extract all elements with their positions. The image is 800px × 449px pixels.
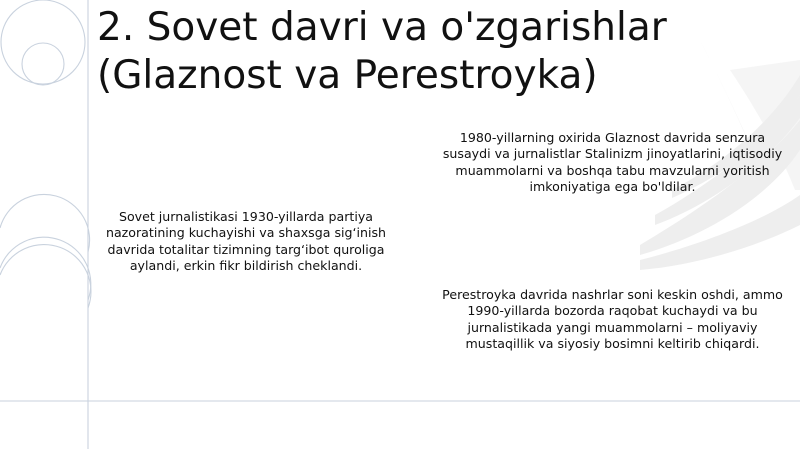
paragraph-soviet-journalism: Sovet jurnalistikasi 1930-yillarda partiya nazoratining kuchayishi va shaxsga sig‘inish davrida totalitar tizimning targ‘ibot quroliga aylandi, erkin fikr bildirish cheklandi. <box>105 209 387 274</box>
circle-line-art <box>1 0 85 85</box>
slide-title: 2. Sovet davri va o'zgarishlar (Glaznost va Perestroyka) <box>97 5 667 98</box>
paragraph-glasnost: 1980-yillarning oxirida Glaznost davrida senzura susaydi va jurnalistlar Stalinizm jinoyatlarini, iqtisodiy muammolarni va boshqa tabu mavzularni yoritish imkoniyatiga ega bo'ldilar. <box>442 130 783 195</box>
paragraph-perestroika: Perestroyka davrida nashrlar soni keskin oshdi, ammo 1990-yillarda bozorda raqobat kuchaydi va bu jurnalistikada yangi muammolarni – moliyaviy mustaqillik va siyosiy bosimni keltirib chiqardi. <box>442 287 783 352</box>
